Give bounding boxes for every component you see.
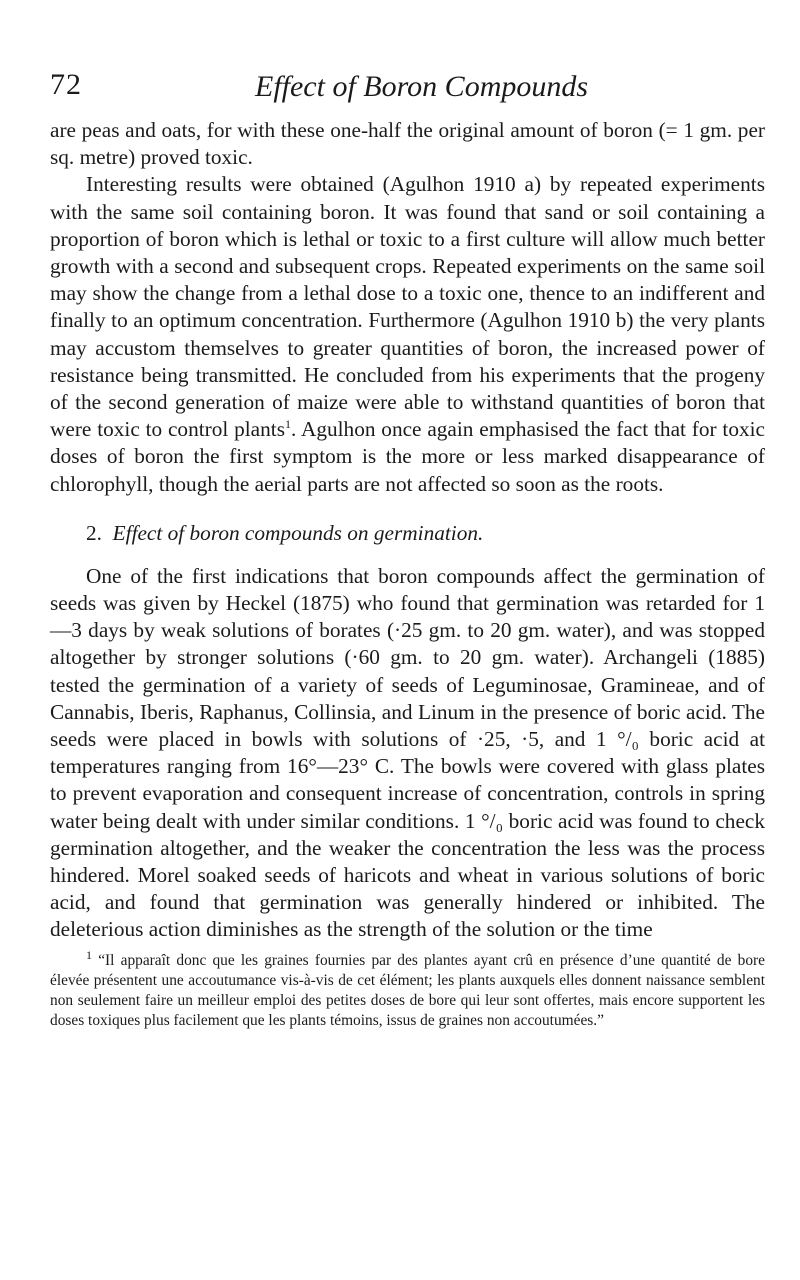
paragraph-agulhon-part2: . Agulhon once again emphasised the fact that for toxic doses of boron the first symptom is the more or less marked disappearance of chlorophyll, though the aerial parts are not affected so soon as the roots. <box>50 417 765 496</box>
section-title: Effect of boron compounds on germination. <box>112 520 484 545</box>
paragraph-germination: One of the first indications that boron compounds affect the germination of seeds was given by Heckel (1875) who found that germination was retarded for 1—3 days by weak solutions of borates (·25 gm. to 20 gm. water), and was stopped altogether by stronger solutions (·60 gm. to 20 gm. water). Archangeli (1885) tested the germination of a variety of seeds of Leguminosae, Gramineae, and of Cannabis, Iberis, Raphanus, Collinsia, and Linum in the presence of boric acid. The seeds were placed in bowls with solutions of ·25, ·5, and 1 °/₀ boric acid at temperatures ranging from 16°—23° C. The bowls were covered with glass plates to prevent evaporation and consequent increase of concentration, controls in spring water being dealt with under similar conditions. 1 °/₀ boric acid was found to check germination altogether, and the weaker the concentration the less was the process hindered. Morel soaked seeds of haricots and wheat in various solutions of boric acid, and found that germination was generally hindered or inhibited. The deleterious action diminishes as the strength of the solution or the time <box>50 563 765 942</box>
page-number: 72 <box>50 68 82 101</box>
footnote-marker: 1 <box>86 947 92 962</box>
paragraph-agulhon-part1: Interesting results were obtained (Agulhon 1910 a) by repeated experiments with the same soil containing boron. It was found that sand or soil containing a proportion of boron which is lethal or toxic to a first culture will allow much better growth with a second and subsequent crops. Repeated experiments on the same soil may show the change from a lethal dose to a toxic one, thence to an indifferent and finally to an optimum concentration. Furthermore (Agulhon 1910 b) the very plants may accustom themselves to greater quantities of boron, the increased power of resistance being transmitted. He concluded from his experiments that the progeny of the second generation of maize were able to withstand quantities of boron that were toxic to control plants <box>50 172 765 442</box>
footnote-reference: 1 <box>284 417 291 432</box>
book-page <box>50 64 765 1032</box>
paragraph-agulhon <box>50 171 765 497</box>
footnote-text: “Il apparaît donc que les graines fournies par des plantes ayant crû en présence d’une quantité de bore élevée présentent une accoutumance vis-à-vis de cet élément; les plants auxquels elles donnent naissance semblent non seulement faire un meilleur emploi des petites doses de bore qui leur sont offertes, mais encore supportent les doses toxiques plus facilement que les plants témoins, issus de graines non accoutumées.” <box>50 951 765 1030</box>
footnotes <box>50 947 765 1032</box>
footnote <box>50 947 765 1032</box>
page-header <box>50 64 765 108</box>
paragraph-continued: are peas and oats, for with these one-half the original amount of boron (= 1 gm. per sq. metre) proved toxic. <box>50 118 765 170</box>
section-heading <box>50 520 765 547</box>
section-number: 2. <box>86 520 102 545</box>
body-text <box>50 117 765 944</box>
running-title: Effect of Boron Compounds <box>255 70 589 103</box>
